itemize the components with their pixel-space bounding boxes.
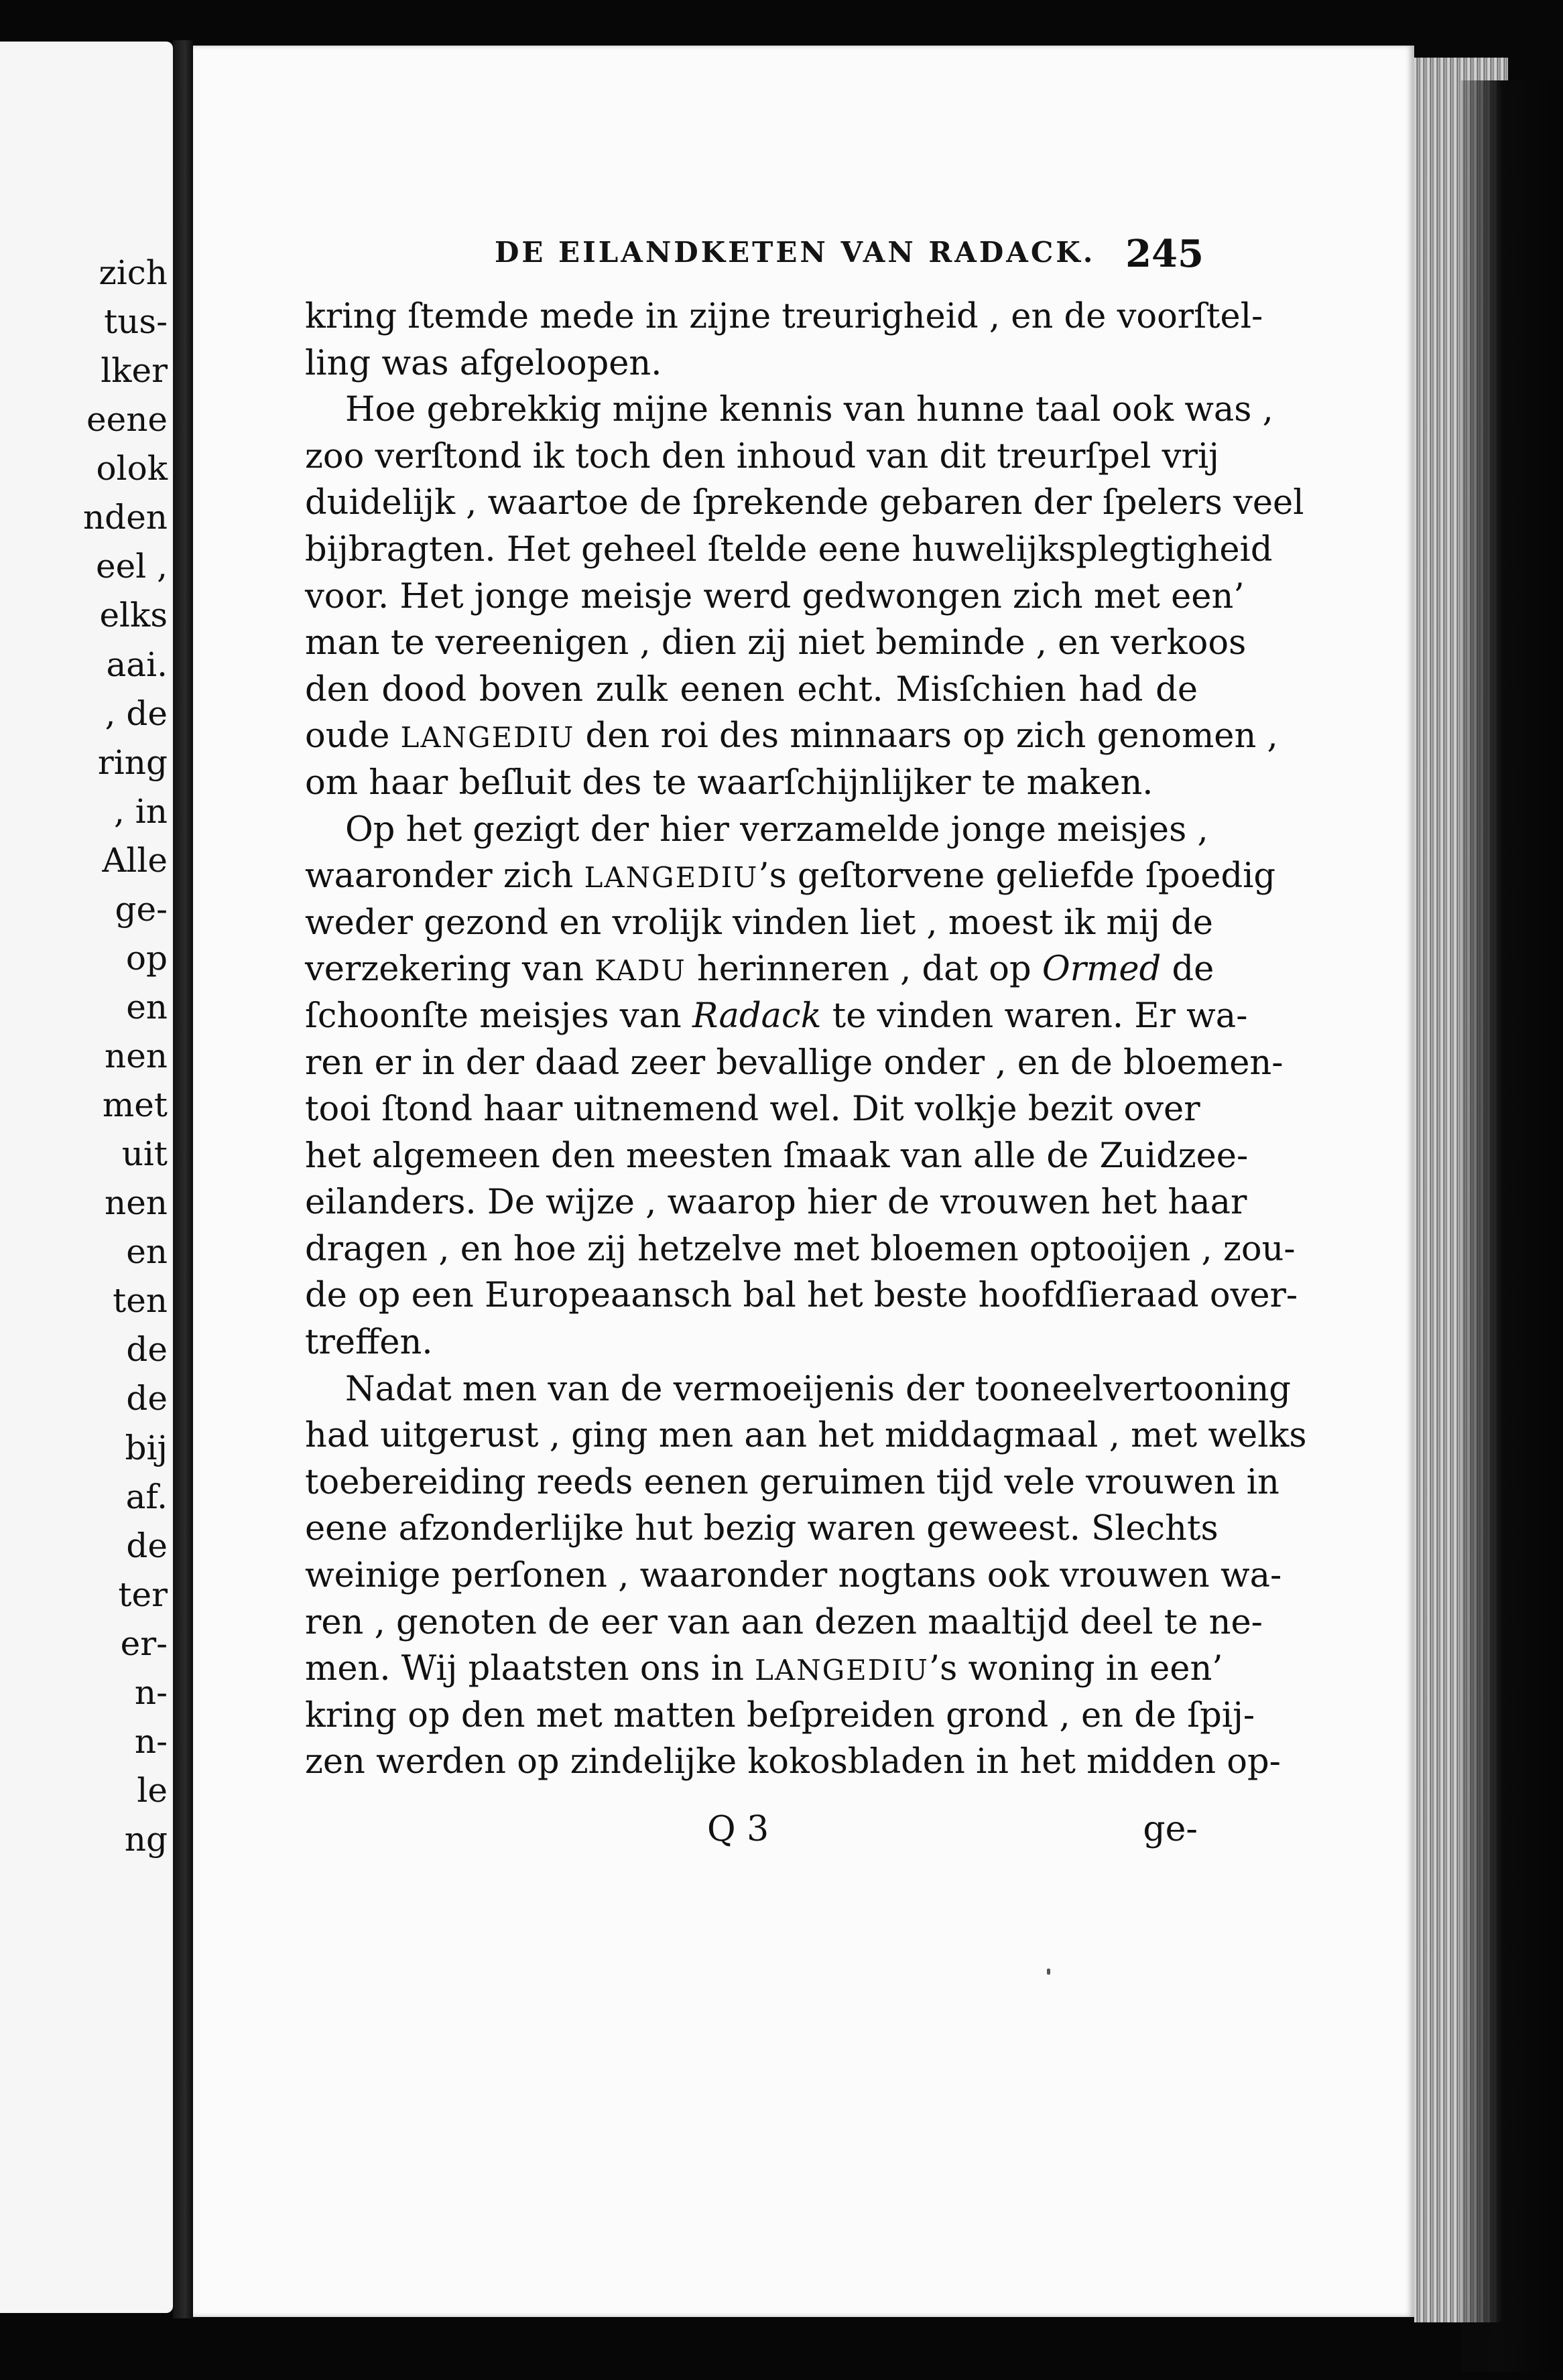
previous-page-fragment: , de <box>105 693 168 733</box>
previous-page-fragment: en <box>126 1232 168 1272</box>
book-binding <box>173 40 193 2318</box>
previous-page-fragment: olok <box>96 449 168 488</box>
previous-page-edge <box>0 42 173 2313</box>
text-line: kring op den met matten beſpreiden grond , en de ſpij- <box>305 1695 1255 1735</box>
text-line: weder gezond en vrolijk vinden liet , moest ik mij de <box>305 903 1213 943</box>
ink-speck <box>1047 1969 1050 1975</box>
running-head <box>495 232 1204 276</box>
previous-page-fragment: de <box>126 1526 168 1565</box>
previous-page-fragment: ter <box>118 1575 168 1614</box>
previous-page-fragment: Alle <box>102 840 168 880</box>
text-line: man te vereenigen , dien zij niet beminde , en verkoos <box>305 623 1247 663</box>
previous-page-fragment: nen <box>105 1183 168 1223</box>
previous-page-fragment: en <box>126 987 168 1027</box>
previous-page-fragment: ge- <box>115 889 168 929</box>
previous-page-fragment: bij <box>125 1428 168 1467</box>
previous-page-fragment: op <box>125 938 168 978</box>
catchword: ge- <box>1143 1809 1198 1849</box>
previous-page-fragment: lker <box>101 351 168 391</box>
previous-page-fragment: n- <box>134 1721 168 1761</box>
text-line: de op een Europeaansch bal het beste hoofdſieraad over- <box>305 1276 1298 1316</box>
previous-page-fragment: er- <box>120 1624 168 1663</box>
previous-page-fragment: ng <box>124 1820 168 1859</box>
previous-page-fragment: uit <box>121 1134 168 1174</box>
text-line: ren er in der daad zeer bevallige onder , en de bloemen- <box>305 1043 1284 1083</box>
text-line: Nadat men van de vermoeijenis der tooneelvertooning <box>345 1369 1291 1409</box>
text-line: had uitgerust , ging men aan het middagmaal , met welks <box>305 1416 1307 1456</box>
text-line: ren , genoten de eer van aan dezen maaltijd deel te ne- <box>305 1602 1263 1642</box>
previous-page-fragment: , in <box>114 791 168 831</box>
text-line: het algemeen den meesten ſmaak van alle de Zuidzee- <box>305 1136 1249 1176</box>
previous-page-fragment: eene <box>86 400 168 440</box>
previous-page-fragment: met <box>102 1085 168 1125</box>
text-line: weinige perſonen , waaronder nogtans ook vrouwen wa- <box>305 1556 1282 1596</box>
text-line: Hoe gebrekkig mijne kennis van hunne taal ook was , <box>345 390 1273 430</box>
previous-page-fragment: af. <box>125 1477 168 1516</box>
text-line: zoo verſtond ik toch den inhoud van dit treurſpel vrij <box>305 436 1219 476</box>
previous-page-fragment: nen <box>105 1037 168 1075</box>
previous-page-fragment: de <box>126 1379 168 1418</box>
text-line: treffen. <box>305 1323 433 1363</box>
text-line: tooi ſtond haar uitnemend wel. Dit volkje bezit over <box>305 1089 1200 1130</box>
text-line: om haar beſluit des te waarſchijnlijker te maken. <box>305 763 1153 803</box>
text-line: dragen , en hoe zij hetzelve met bloemen optooijen , zou- <box>305 1229 1296 1269</box>
text-line: kring ſtemde mede in zijne treurigheid , en de voorſtel- <box>305 297 1263 336</box>
text-line: duidelijk , waartoe de ſprekende gebaren der ſpelers veel <box>305 483 1304 523</box>
text-line: oude LANGEDIU den roi des minnaars op zich genomen , <box>305 716 1278 756</box>
text-line: ling was afgeloopen. <box>305 343 662 383</box>
previous-page-fragment: ten <box>113 1281 168 1321</box>
text-line: men. Wij plaatsten ons in LANGEDIU’s woning in een’ <box>305 1649 1223 1689</box>
previous-page-fragment: aai. <box>106 645 168 684</box>
text-line: zen werden op zindelijke kokosbladen in het midden op- <box>305 1742 1281 1782</box>
previous-page-fragment: elks <box>99 596 168 635</box>
previous-page-fragment: le <box>137 1770 168 1810</box>
text-line: bijbragten. Het geheel ſtelde eene huwelijksplegtigheid <box>305 529 1273 570</box>
previous-page-fragment: nden <box>82 498 168 537</box>
page-edge-shadow <box>1461 80 1563 2372</box>
previous-page-fragment: de <box>126 1330 168 1370</box>
body-text <box>305 293 1307 1786</box>
previous-page-fragment: ring <box>97 742 168 782</box>
signature-mark: Q 3 <box>707 1809 769 1849</box>
running-title: DE EILANDKETEN VAN RADACK. <box>495 236 1096 269</box>
text-line: verzekering van KADU herinneren , dat op Ormed de <box>305 949 1214 990</box>
text-line: ſchoonſte meisjes van Radack te vinden waren. Er wa- <box>305 996 1248 1036</box>
previous-page-fragment: n- <box>134 1672 168 1712</box>
text-line: toebereiding reeds eenen geruimen tijd vele vrouwen in <box>305 1462 1279 1502</box>
text-line: eilanders. De wijze , waarop hier de vrouwen het haar <box>305 1183 1247 1223</box>
text-line: eene afzonderlijke hut bezig waren geweest. Slechts <box>305 1509 1218 1549</box>
text-line: Op het gezigt der hier verzamelde jonge meisjes , <box>345 809 1208 850</box>
page-footer <box>305 1809 1198 1856</box>
text-line: waaronder zich LANGEDIU’s geſtorvene geliefde ſpoedig <box>305 856 1276 897</box>
previous-page-fragment: tus- <box>104 302 168 342</box>
text-line: voor. Het jonge meisje werd gedwongen zich met een’ <box>305 576 1245 616</box>
text-line: den dood boven zulk eenen echt. Misſchien had de <box>305 669 1198 710</box>
page-number: 245 <box>1125 232 1204 276</box>
previous-page-fragment: zich <box>99 253 168 292</box>
previous-page-fragment: eel , <box>96 547 168 586</box>
